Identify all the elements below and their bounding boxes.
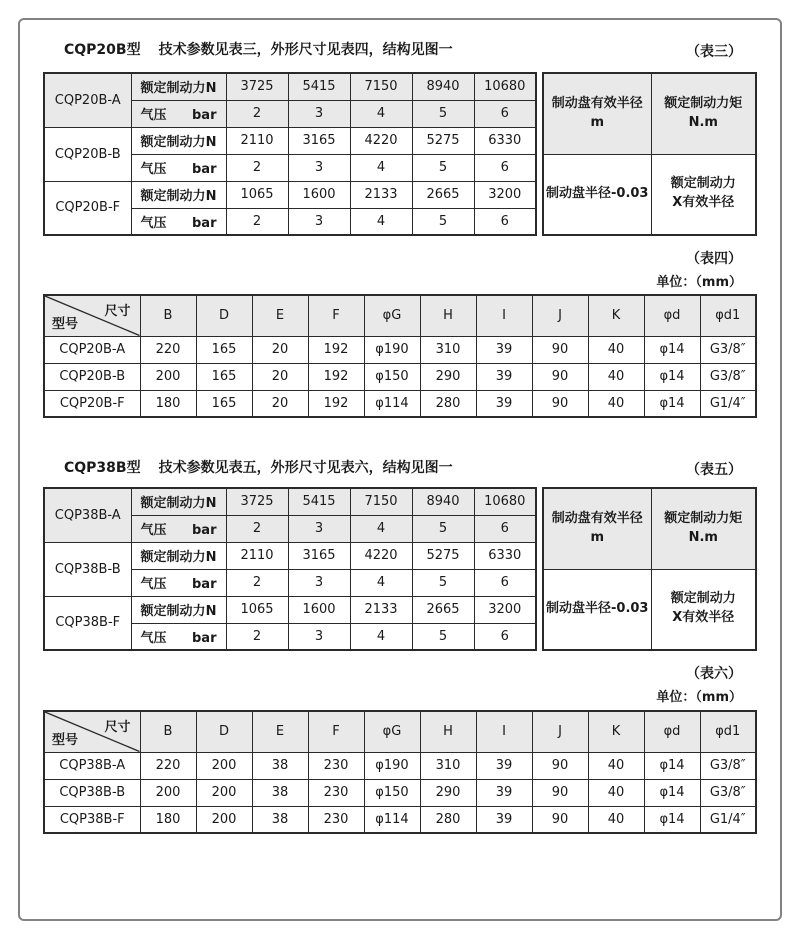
col-header: φd: [644, 295, 700, 336]
dim-value: 39: [476, 363, 532, 390]
pressure-value: 4: [350, 154, 412, 181]
model-cell: CQP20B-B: [44, 363, 140, 390]
force-value: 5415: [288, 488, 350, 515]
dim-value: 90: [532, 336, 588, 363]
pressure-unit: bar: [192, 162, 217, 177]
dim-value: 40: [588, 752, 644, 779]
dim-value: 290: [420, 779, 476, 806]
dim-value: 20: [252, 363, 308, 390]
dim-value: 280: [420, 390, 476, 417]
torque-formula-cell: [651, 154, 756, 235]
torque-header-cell: [651, 73, 756, 154]
dim-value: 310: [420, 752, 476, 779]
pressure-value: 4: [350, 569, 412, 596]
pressure-value: 6: [474, 623, 536, 650]
dim-value: 90: [532, 806, 588, 833]
dim-value: 280: [420, 806, 476, 833]
dim-value: 200: [196, 806, 252, 833]
dim-value: G3/8″: [700, 752, 756, 779]
col-header: φd1: [700, 711, 756, 752]
dim-value: φ190: [364, 752, 420, 779]
pressure-unit: bar: [192, 630, 217, 646]
dim-value: 39: [476, 806, 532, 833]
perf-main-table: [43, 487, 537, 651]
dim-value: 90: [532, 752, 588, 779]
model-cell: CQP38B-B: [44, 779, 140, 806]
dim-value: G3/8″: [700, 363, 756, 390]
force-value: 2110: [226, 127, 288, 154]
col-header: E: [252, 711, 308, 752]
dim-value: 40: [588, 806, 644, 833]
dim-value: 200: [196, 779, 252, 806]
table5-label: （表五）: [686, 462, 742, 478]
section2-heading: [64, 457, 453, 477]
dim-value: 192: [308, 336, 364, 363]
table3-label: （表三）: [686, 44, 742, 60]
force-value: 5275: [412, 542, 474, 569]
force-value: 7150: [350, 73, 412, 100]
col-header: E: [252, 295, 308, 336]
pressure-value: 2: [226, 569, 288, 596]
pressure-value: 6: [474, 569, 536, 596]
col-header: I: [476, 711, 532, 752]
diag-size-label: 尺寸: [104, 304, 131, 319]
force-unit: N: [205, 135, 217, 150]
dim-value: 220: [140, 752, 196, 779]
dim-value: 39: [476, 390, 532, 417]
torque-formula-line2: X有效半径: [672, 610, 735, 626]
dim-value: 39: [476, 336, 532, 363]
pressure-label: 气压: [140, 630, 167, 646]
dim-value: 38: [252, 779, 308, 806]
pressure-value: 3: [288, 623, 350, 650]
dim-value: φ150: [364, 779, 420, 806]
model-series-name: CQP20B型: [64, 42, 141, 58]
dim-value: 90: [532, 363, 588, 390]
pressure-unit: bar: [192, 523, 217, 538]
pressure-value: 6: [474, 100, 536, 127]
model-cell: CQP38B-F: [44, 806, 140, 833]
force-value: 8940: [412, 73, 474, 100]
pressure-value: 4: [350, 515, 412, 542]
pressure-value: 5: [412, 515, 474, 542]
col-header: K: [588, 295, 644, 336]
col-header: H: [420, 295, 476, 336]
torque-formula-line1: 额定制动力: [670, 176, 736, 192]
col-header: F: [308, 295, 364, 336]
radius-title: 制动盘有效半径: [551, 95, 643, 111]
pressure-unit: bar: [192, 215, 217, 231]
force-value: 1600: [288, 596, 350, 623]
dim-value: φ14: [644, 779, 700, 806]
dim-value: 230: [308, 752, 364, 779]
unit-note: 单位：（mm）: [656, 690, 742, 705]
torque-formula-line2: X有效半径: [672, 195, 735, 211]
perf-side-table: [542, 72, 757, 236]
dim-value: 20: [252, 390, 308, 417]
radius-formula-cell: 制动盘半径-0.03: [543, 569, 651, 650]
col-header: φd1: [700, 295, 756, 336]
dim-value: φ14: [644, 806, 700, 833]
model-cell: CQP20B-A: [44, 336, 140, 363]
heading-description: 技术参数见表五，外形尺寸见表六，结构见图一: [158, 460, 453, 476]
pressure-value: 6: [474, 515, 536, 542]
perf-side-table: [542, 487, 757, 651]
dim-value: 180: [140, 390, 196, 417]
pressure-value: 4: [350, 208, 412, 235]
force-value: 2133: [350, 181, 412, 208]
dim-value: 38: [252, 806, 308, 833]
force-value: 4220: [350, 127, 412, 154]
force-value: 2110: [226, 542, 288, 569]
pressure-value: 3: [288, 100, 350, 127]
col-header: F: [308, 711, 364, 752]
pressure-value: 2: [226, 208, 288, 235]
col-header: D: [196, 711, 252, 752]
performance-table-cqp38b: [43, 487, 757, 651]
table4-label: （表四）: [686, 251, 742, 267]
col-header: D: [196, 295, 252, 336]
dim-value: φ190: [364, 336, 420, 363]
pressure-value: 6: [474, 208, 536, 235]
dim-value: G3/8″: [700, 779, 756, 806]
force-label: 额定制动力: [140, 604, 206, 619]
pressure-value: 5: [412, 569, 474, 596]
model-cell: CQP38B-A: [44, 752, 140, 779]
dim-value: 40: [588, 390, 644, 417]
col-header: B: [140, 711, 196, 752]
dim-value: 220: [140, 336, 196, 363]
model-cell: CQP38B-A: [44, 488, 131, 542]
pressure-value: 4: [350, 623, 412, 650]
col-header: φd: [644, 711, 700, 752]
model-cell: CQP20B-B: [44, 127, 131, 181]
col-header: K: [588, 711, 644, 752]
dim-value: 165: [196, 390, 252, 417]
force-value: 3725: [226, 488, 288, 515]
force-value: 5275: [412, 127, 474, 154]
pressure-label: 气压: [140, 215, 167, 231]
dim-value: 192: [308, 390, 364, 417]
model-cell: CQP38B-B: [44, 542, 131, 596]
pressure-unit: bar: [192, 108, 217, 123]
model-cell: CQP38B-F: [44, 596, 131, 650]
force-value: 3165: [288, 127, 350, 154]
dim-value: φ14: [644, 336, 700, 363]
pressure-value: 5: [412, 154, 474, 181]
force-value: 3200: [474, 181, 536, 208]
dim-value: 39: [476, 779, 532, 806]
diag-size-label: 尺寸: [104, 720, 131, 735]
force-label: 额定制动力: [140, 189, 206, 204]
col-header: φG: [364, 711, 420, 752]
pressure-value: 2: [226, 100, 288, 127]
pressure-value: 2: [226, 623, 288, 650]
dim-value: 310: [420, 336, 476, 363]
dim-value: 230: [308, 806, 364, 833]
pressure-value: 3: [288, 569, 350, 596]
diagonal-header-cell: [44, 711, 140, 752]
dim-value: 39: [476, 752, 532, 779]
model-cell: CQP20B-A: [44, 73, 131, 127]
force-value: 4220: [350, 542, 412, 569]
dim-value: φ14: [644, 363, 700, 390]
force-value: 6330: [474, 127, 536, 154]
dim-value: 40: [588, 779, 644, 806]
force-value: 3725: [226, 73, 288, 100]
radius-formula-cell: 制动盘半径-0.03: [543, 154, 651, 235]
dim-value: 20: [252, 336, 308, 363]
torque-formula-line1: 额定制动力: [670, 591, 736, 607]
torque-title: 额定制动力矩: [664, 510, 743, 526]
force-value: 6330: [474, 542, 536, 569]
force-label: 额定制动力: [140, 496, 206, 512]
force-unit: N: [205, 81, 217, 97]
pressure-value: 3: [288, 208, 350, 235]
force-value: 2665: [412, 596, 474, 623]
performance-table-cqp20b: [43, 72, 757, 236]
dim-value: G1/4″: [700, 390, 756, 417]
section1-heading: [64, 39, 453, 59]
diagonal-header-cell: [44, 295, 140, 336]
torque-header-cell: [651, 488, 756, 569]
model-cell: CQP20B-F: [44, 390, 140, 417]
col-header: J: [532, 295, 588, 336]
dim-value: 165: [196, 363, 252, 390]
diag-model-label: 型号: [52, 732, 79, 748]
pressure-value: 3: [288, 515, 350, 542]
force-unit: N: [205, 496, 217, 512]
model-cell: CQP20B-F: [44, 181, 131, 235]
pressure-label: 气压: [140, 523, 167, 538]
dim-value: 165: [196, 336, 252, 363]
force-value: 7150: [350, 488, 412, 515]
force-unit: N: [205, 189, 217, 204]
dim-value: φ114: [364, 806, 420, 833]
dim-value: 90: [532, 390, 588, 417]
dim-value: 230: [308, 779, 364, 806]
dim-value: φ150: [364, 363, 420, 390]
table6-label: （表六）: [686, 666, 742, 682]
force-unit: N: [205, 550, 217, 565]
dimension-table-cqp20b: [43, 294, 757, 418]
col-header: φG: [364, 295, 420, 336]
force-value: 3165: [288, 542, 350, 569]
dim-value: 40: [588, 363, 644, 390]
force-value: 8940: [412, 488, 474, 515]
dim-value: φ114: [364, 390, 420, 417]
pressure-label: 气压: [140, 162, 167, 177]
model-series-name: CQP38B型: [64, 460, 141, 476]
force-value: 5415: [288, 73, 350, 100]
col-header: I: [476, 295, 532, 336]
force-value: 2665: [412, 181, 474, 208]
dim-value: 180: [140, 806, 196, 833]
radius-title: 制动盘有效半径: [551, 510, 643, 526]
dim-value: 40: [588, 336, 644, 363]
dimension-table-cqp38b: [43, 710, 757, 834]
dim-value: φ14: [644, 752, 700, 779]
torque-unit: N.m: [688, 114, 718, 130]
dim-value: φ14: [644, 390, 700, 417]
pressure-value: 5: [412, 100, 474, 127]
force-unit: N: [205, 604, 217, 619]
dim-value: G3/8″: [700, 336, 756, 363]
dim-value: 290: [420, 363, 476, 390]
dim-value: G1/4″: [700, 806, 756, 833]
pressure-label: 气压: [140, 577, 167, 592]
force-label: 额定制动力: [140, 81, 206, 97]
radius-unit: m: [590, 114, 605, 130]
dim-value: 200: [140, 363, 196, 390]
unit-note: 单位：（mm）: [656, 275, 742, 290]
force-label: 额定制动力: [140, 135, 206, 150]
col-header: J: [532, 711, 588, 752]
pressure-value: 2: [226, 515, 288, 542]
torque-unit: N.m: [688, 529, 718, 545]
radius-header-cell: [543, 73, 651, 154]
force-value: 1600: [288, 181, 350, 208]
force-value: 3200: [474, 596, 536, 623]
torque-formula-cell: [651, 569, 756, 650]
torque-title: 额定制动力矩: [664, 95, 743, 111]
force-value: 10680: [474, 73, 536, 100]
dim-value: 38: [252, 752, 308, 779]
force-value: 2133: [350, 596, 412, 623]
perf-main-table: [43, 72, 537, 236]
pressure-value: 4: [350, 100, 412, 127]
force-value: 1065: [226, 181, 288, 208]
force-value: 10680: [474, 488, 536, 515]
pressure-unit: bar: [192, 577, 217, 592]
force-value: 1065: [226, 596, 288, 623]
col-header: B: [140, 295, 196, 336]
pressure-value: 2: [226, 154, 288, 181]
pressure-value: 3: [288, 154, 350, 181]
col-header: H: [420, 711, 476, 752]
radius-unit: m: [590, 529, 605, 545]
heading-description: 技术参数见表三，外形尺寸见表四，结构见图一: [158, 42, 453, 58]
force-label: 额定制动力: [140, 550, 206, 565]
radius-header-cell: [543, 488, 651, 569]
pressure-label: 气压: [140, 108, 167, 123]
pressure-value: 6: [474, 154, 536, 181]
pressure-value: 5: [412, 623, 474, 650]
dim-value: 192: [308, 363, 364, 390]
dim-value: 90: [532, 779, 588, 806]
diag-model-label: 型号: [52, 316, 79, 332]
dim-value: 200: [140, 779, 196, 806]
pressure-value: 5: [412, 208, 474, 235]
dim-value: 200: [196, 752, 252, 779]
